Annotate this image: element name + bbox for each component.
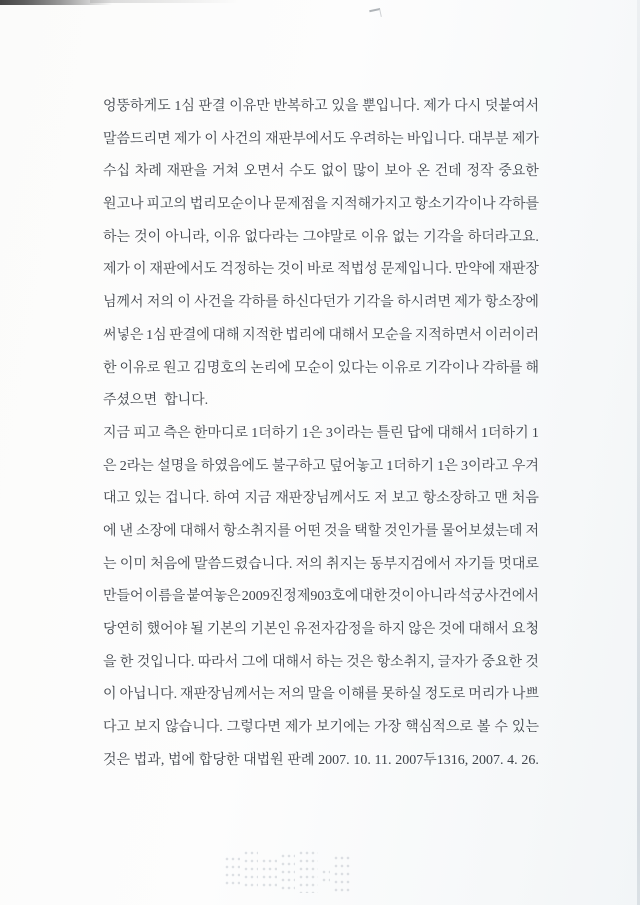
text-line: 이 아닙니다. 재판장님께서는 저의 말을 이해를 못하실 정도로 머리가 나쁘: [103, 687, 539, 703]
text-line: 대고 있는 겁니다. 하여 지금 재판장님께서도 저 보고 항소장하고 맨 처음: [103, 491, 539, 507]
text-line: 다고 보지 않습니다. 그렇다면 제가 보기에는 가장 핵심적으로 볼 수 있는: [103, 720, 539, 736]
perforation-stamp: [224, 848, 364, 896]
dot-cluster: [243, 849, 258, 891]
text-line-paragraph-end: 주셨으면 합니다.: [103, 393, 209, 409]
text-line: 당연히 했어야 될 기본의 기본인 유전자감정을 하지 않은 것에 대해서 요청: [103, 622, 539, 637]
text-line: 에 낸 소장에 대해서 항소취지를 어떤 것을 택할 것인가를 물어보셨는데 저: [103, 523, 539, 539]
text-line: 엉뚱하게도 1심 판결 이유만 반복하고 있을 뿐입니다. 제가 다시 덧붙여서: [103, 99, 539, 114]
text-line: 지금 피고 측은 한마디로 1더하기 1은 3이라는 틀린 답에 대해서 1더하기 1: [103, 425, 539, 441]
dot-cluster: [224, 855, 240, 889]
text-line: 수십 차례 재판을 거쳐 오면서 수도 없이 많이 보아 온 건데 정작 중요한: [103, 164, 539, 180]
dot-cluster: [280, 852, 295, 892]
text-line: 을 한 것입니다. 따라서 그에 대해서 하는 것은 항소취지, 글자가 중요한 것: [103, 654, 539, 670]
text-line: 한 이유로 원고 김명호의 논리에 모순이 있다는 이유로 기각이나 각하를 해: [103, 360, 539, 376]
text-line: 말씀드리면 제가 이 사건의 재판부에서도 우려하는 바입니다. 대부분 제가: [103, 131, 539, 147]
text-line: 제가 이 재판에서도 걱정하는 것이 바로 적법성 문제입니다. 만약에 재판장: [103, 262, 539, 278]
body-text: [103, 97, 539, 783]
text-line: 은 2라는 설명을 하였음에도 불구하고 덮어놓고 1더하기 1은 3이라고 우겨: [103, 458, 539, 474]
scan-artifact-top-strip-fade: [90, 0, 240, 3]
dot-cluster: [261, 857, 277, 891]
text-line: 는 이미 처음에 말씀드렸습니다. 저의 취지는 동부지검에서 자기들 멋대로: [103, 556, 539, 572]
dot-cluster: [321, 868, 330, 882]
dot-cluster: [298, 849, 318, 893]
text-line: 것은 법과, 법에 합당한 대법원 판례 2007. 10. 11. 2007두1316, 2007. 4. 26.: [103, 752, 539, 768]
text-line: 만들어 이름을 붙여놓은 2009진정제903호에 대한 것이 아니라 석궁사건에서: [103, 589, 539, 605]
text-line: 써넣은 1심 판결에 대해 지적한 법리에 대해서 모순을 지적하면서 이러이러: [103, 327, 539, 343]
text-line: 하는 것이 아니라, 이유 없다라는 그야말로 이유 없는 기각을 하더라고요.: [103, 229, 539, 245]
dot-cluster: [333, 854, 350, 892]
text-line: 원고나 피고의 법리모순이나 문제점을 지적해가지고 항소기각이나 각하를: [103, 197, 539, 213]
text-line: 님께서 저의 이 사건을 각하를 하신다던가 기각을 하시려면 제가 항소장에: [103, 295, 539, 311]
scan-artifact-speck: [369, 8, 382, 19]
